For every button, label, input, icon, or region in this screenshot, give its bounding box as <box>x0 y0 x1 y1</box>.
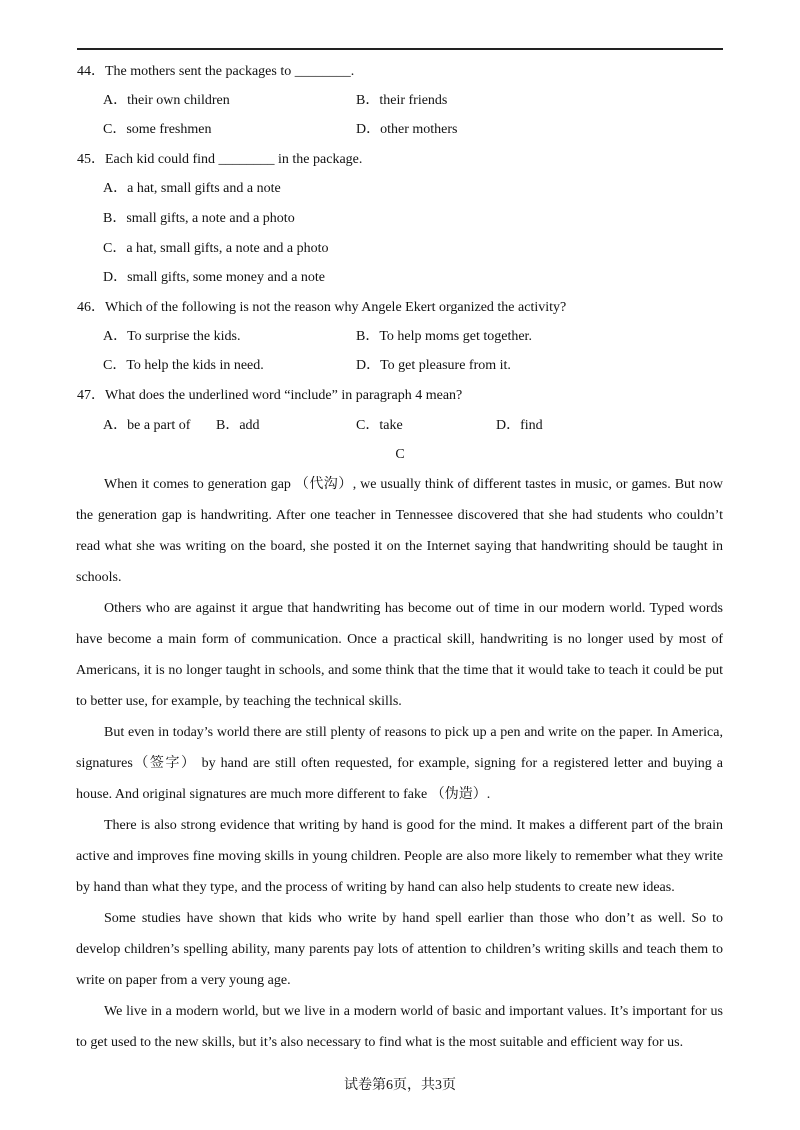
question-46-option-c[interactable]: C．To help the kids in need. <box>103 358 264 373</box>
passage-paragraph-2: Others who are against it argue that handwriting has become out of time in our modern world. Typed words have become a main form of communication. Once a practical skill, handwriting is no longer used by most of Americans, it is no longer taught in schools, and some think that the time that it would take to teach it could be put to better use, for example, by teaching the technical skills. <box>76 601 723 709</box>
question-45-option-c[interactable]: C．a hat, small gifts, a note and a photo <box>103 241 329 256</box>
question-47-option-a[interactable]: A．be a part of <box>103 418 191 433</box>
page-footer: 试卷第6页，共3页 <box>344 1078 456 1093</box>
question-45-option-a[interactable]: A．a hat, small gifts and a note <box>103 181 281 196</box>
section-label: C <box>395 447 405 462</box>
passage-paragraph-3: But even in today’s world there are still plenty of reasons to pick up a pen and write on the paper. In America, signatures（签字） by hand are still often requested, for example, signing for a registered letter and buying a house. And original signatures are much more different to fake （伪造）. <box>76 725 723 802</box>
question-45-option-b[interactable]: B．small gifts, a note and a photo <box>103 211 295 226</box>
header-rule <box>77 48 723 50</box>
passage-paragraph-6: We live in a modern world, but we live in a modern world of basic and important values. It’s important for us to get used to the new skills, but it’s also necessary to find what is the most suitable and efficient way for us. <box>76 1004 723 1050</box>
passage-paragraph-1: When it comes to generation gap （代沟）, we usually think of different tastes in music, or games. But now the generation gap is handwriting. After one teacher in Tennessee discovered that she had students who couldn’t read what she was writing on the board, she posted it on the Internet saying that handwriting should be taught in schools. <box>76 477 723 585</box>
question-46-stem: 46．Which of the following is not the reason why Angele Ekert organized the activity? <box>77 300 567 315</box>
question-46-option-d[interactable]: D．To get pleasure from it. <box>356 358 511 373</box>
question-46-option-a[interactable]: A．To surprise the kids. <box>103 329 241 344</box>
question-45-option-d[interactable]: D．small gifts, some money and a note <box>103 270 326 285</box>
question-47-option-d[interactable]: D．find <box>496 418 543 433</box>
question-47-stem: 47．What does the underlined word “include” in paragraph 4 mean? <box>77 388 463 403</box>
question-47-option-b[interactable]: B．add <box>216 418 260 433</box>
question-46-option-b[interactable]: B．To help moms get together. <box>356 329 532 344</box>
passage <box>76 469 723 1058</box>
question-44-option-d[interactable]: D．other mothers <box>356 122 458 137</box>
question-45-stem: 45．Each kid could find ________ in the package. <box>77 152 363 167</box>
question-44-option-b[interactable]: B．their friends <box>356 93 448 108</box>
passage-paragraph-4: There is also strong evidence that writing by hand is good for the mind. It makes a different part of the brain active and improves fine moving skills in young children. People are also more likely to remember what they write by hand than what they type, and the process of writing by hand can also help students to create new ideas. <box>76 818 723 895</box>
question-44-option-a[interactable]: A．their own children <box>103 93 230 108</box>
passage-paragraph-5: Some studies have shown that kids who write by hand spell earlier than those who don’t as well. So to develop children’s spelling ability, many parents pay lots of attention to children’s writing skills and teach them to write on paper from a very young age. <box>76 911 723 988</box>
question-44-option-c[interactable]: C．some freshmen <box>103 122 212 137</box>
question-44-stem: 44．The mothers sent the packages to ________. <box>77 64 355 79</box>
question-47-option-c[interactable]: C．take <box>356 418 403 433</box>
